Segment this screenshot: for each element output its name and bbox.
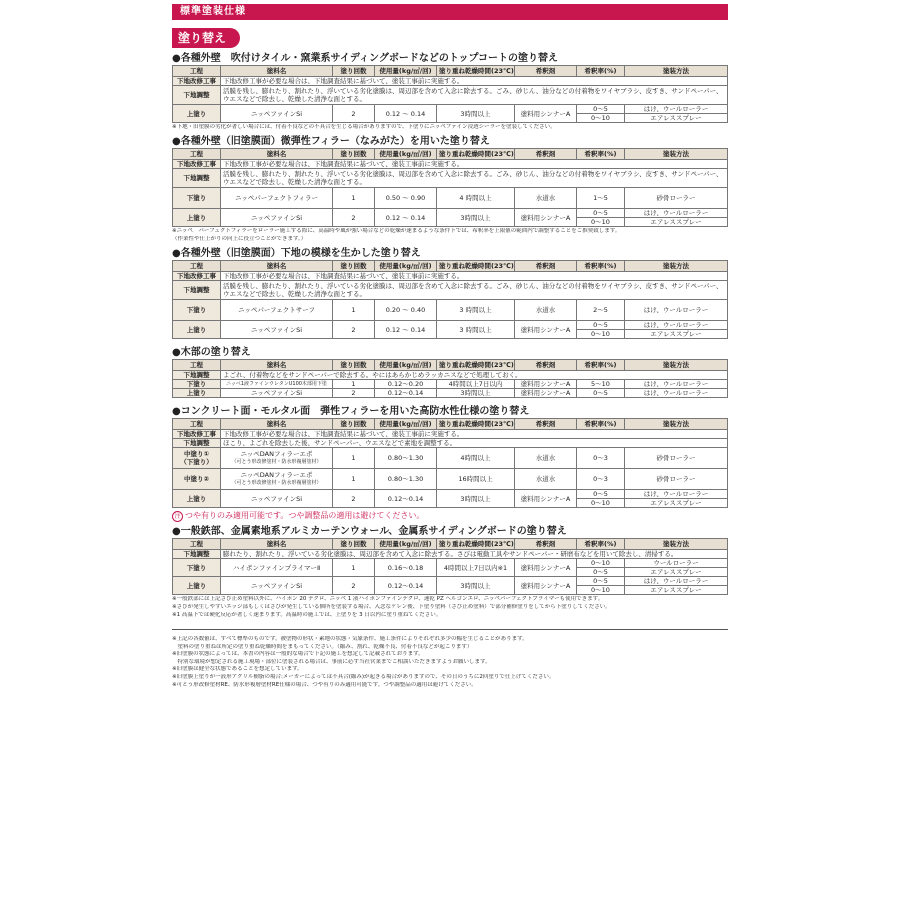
dry-cell: 4時間以上7日以内 [437,380,515,389]
paint-cell: ニッペパーフェクトサーフ [221,300,333,321]
warning-line [172,510,728,522]
table-row [173,169,728,188]
col-header: 塗装方法 [625,261,728,272]
rate-cell: 1～5 [577,188,625,209]
col-header: 希釈率(%) [577,539,625,550]
thinner-cell: 塗料用シンナーA [515,559,577,577]
section-metal [172,525,728,619]
col-header: 塗り回数 [333,360,375,371]
paint-cell: ニッペパーフェクトフィラー [221,188,333,209]
amount-cell: 0.12 ～ 0.14 [375,105,437,123]
rate-cell: 0～10 [577,218,625,227]
note: ※1 高温下では硬化反応が著しく速まります。高温時の施工では、上塗りを 3 日以内に塗り重ねてください。 [172,612,442,618]
col-header: 塗料名 [221,360,333,371]
method-cell: エアレススプレー [625,330,728,339]
section-title: ●各種外壁（旧塗膜面）微弾性フィラー（なみがた）を用いた塗り替え [172,136,490,147]
rate-cell: 0～5 [577,105,625,114]
warning-text: つや有りのみ適用可能です。つや調整品の適用は避けてください。 [185,511,425,520]
paint-cell: ニッペ1液ファインウレタンU100木部用下塗 [221,380,333,389]
rate-cell: 0～10 [577,586,625,595]
prep-cell: 下地改修工事が必要な場合は、下地調査結果に基づいて、塗装工事前に実施する。 [221,160,728,169]
col-header: 希釈率(%) [577,149,625,160]
rate-cell: 0～5 [577,209,625,218]
note: ※ニッペ パーフェクトフィラーをローラー施工する際に、高温時や風が強い場合などの乾燥が速まるような条件下では、希釈率を上限値の範囲内で調整することをご推奨致します。 [172,228,621,234]
dry-cell: 3時間以上 [437,105,515,123]
prep-cell: よごれ、付着物などをサンドペーパーで除去する。やにはあらかじめラッカニスなどで処理しておく。 [221,371,728,380]
dry-cell: 3 時間以上 [437,321,515,339]
count-cell: 2 [333,490,375,508]
paint-cell: ニッペファインSi [221,389,333,398]
paint-cell: ハイポンファインプライマーⅡ [221,559,333,577]
col-header: 塗り重ね乾燥時間(23℃) [437,66,515,77]
amount-cell: 0.16～0.18 [375,559,437,577]
step-cell: 下地調整 [173,439,221,448]
col-header: 工程 [173,66,221,77]
col-header: 塗り回数 [333,261,375,272]
spec-table [172,65,728,123]
paint-cell: ニッペファインSi [221,105,333,123]
method-cell: はけ、ウールローラー [625,380,728,389]
method-cell: 砂骨ローラー [625,188,728,209]
step-sublabel: （下塗り） [180,458,213,466]
col-header: 塗装方法 [625,360,728,371]
count-cell: 1 [333,559,375,577]
step-cell: 下地調整 [173,281,221,300]
rate-cell: 0～10 [577,330,625,339]
section-title: ●各種外壁（旧塗膜面）下地の模様を生かした塗り替え [172,248,421,259]
page-title: 標準塗装仕様 [180,6,246,17]
method-cell: エアレススプレー [625,568,728,577]
col-header: 希釈剤 [515,66,577,77]
footer-note: ※旧塗膜は健全な状態であることを想定しています。 [172,666,303,673]
col-header: 塗料名 [221,419,333,430]
table-row [173,490,728,499]
table-row [173,371,728,380]
step-cell: 中塗り② [173,469,221,490]
table-header-row [173,539,728,550]
col-header: 希釈率(%) [577,66,625,77]
col-header: 塗り重ね乾燥時間(23℃) [437,539,515,550]
count-cell: 1 [333,188,375,209]
count-cell: 1 [333,448,375,469]
step-cell: 上塗り [173,389,221,398]
section-tag: 塗り替え [172,28,240,48]
footer-note: ※旧塗膜の状態によっては、本書の内容は一般的な場合で下記の施工を想定して記載されております。 [172,651,424,658]
table-row [173,86,728,105]
rate-cell: 5～10 [577,380,625,389]
table-row [173,281,728,300]
method-cell: はけ、ウールローラー [625,105,728,114]
method-cell: はけ、ウールローラー [625,300,728,321]
rate-cell: 0～3 [577,448,625,469]
footer-note: 塗料の塗り重ねは所定の塗り重ね乾燥時間をまもってください。（縮み、割れ、乾燥不良、付着不良などが起こります） [172,643,473,650]
col-header: 希釈剤 [515,261,577,272]
col-header: 使用量(kg/㎡/回) [375,539,437,550]
thinner-cell: 塗料用シンナーA [515,490,577,508]
method-cell: 砂骨ローラー [625,448,728,469]
dry-cell: 16時間以上 [437,469,515,490]
step-cell: 下地調整 [173,86,221,105]
col-header: 工程 [173,261,221,272]
amount-cell: 0.20 ～ 0.40 [375,300,437,321]
table-row [173,321,728,330]
note: ※下地・旧塗膜の劣化が著しい場合には、付着不良などの不具合を生じる場合がありますので、下塗りにニッペファイン浸透シーラーを塗装してください。 [172,124,556,130]
section-title: ●各種外壁 吹付けタイル・窯業系サイディングボードなどのトップコートの塗り替え [172,53,559,64]
section-title: ●一般鉄部、金属素地系アルミカーテンウォール、金属系サイディングボードの塗り替え [172,526,567,537]
section-surf [172,247,728,339]
page-header-bar [172,4,728,20]
col-header: 塗料名 [221,66,333,77]
col-header: 塗り重ね乾燥時間(23℃) [437,419,515,430]
thinner-cell: 塗料用シンナーA [515,389,577,398]
method-cell: 砂骨ローラー [625,469,728,490]
col-header: 使用量(kg/㎡/回) [375,360,437,371]
col-header: 使用量(kg/㎡/回) [375,261,437,272]
col-header: 塗り回数 [333,419,375,430]
col-header: 塗装方法 [625,539,728,550]
paint-cell: ニッペファインSi [221,209,333,227]
rate-cell: 2～5 [577,300,625,321]
note: （作業性や仕上がりの向上に役立つことができます。） [172,236,307,242]
section-title: ●木部の塗り替え [172,347,251,358]
prep-cell: 活膜を残し、膨れたり、割れたり、浮いている劣化塗膜は、周辺部を含めて入念に除去する。ごみ、砂じん、油分などの付着物をワイヤブラシ、皮すき、サンドペーパー、ウエスなどで除去し、乾燥した清浄な面とする。 [221,281,728,300]
spec-table [172,260,728,339]
rate-cell: 0～5 [577,389,625,398]
col-header: 塗料名 [221,149,333,160]
col-header: 希釈剤 [515,360,577,371]
method-cell: はけ、ウールローラー [625,321,728,330]
method-cell: エアレススプレー [625,114,728,123]
step-cell: 下地調整 [173,550,221,559]
amount-cell: 0.50 ～ 0.90 [375,188,437,209]
dry-cell: 4 時間以上 [437,188,515,209]
note: ※一般鉄部には上記さび止め塗料以外に、ハイポン 20 デクロ、ニッペ 1 液ハイポンファインデクロ、速乾 PZ ヘルゴンエロ、ニッペパーフェクトプライマーも使用できます。 [172,596,604,602]
method-cell: エアレススプレー [625,586,728,595]
paint-cell [221,469,333,490]
rate-cell: 0～3 [577,469,625,490]
step-cell: 下地改修工事 [173,272,221,281]
step-cell: 上塗り [173,490,221,508]
amount-cell: 0.80～1.30 [375,448,437,469]
table-header-row [173,360,728,371]
step-cell: 下地改修工事 [173,77,221,86]
col-header: 希釈剤 [515,419,577,430]
step-cell: 下塗り [173,300,221,321]
spec-sheet [172,4,728,689]
method-cell: はけ、ウールローラー [625,209,728,218]
table-row [173,209,728,218]
col-header: 希釈剤 [515,149,577,160]
paint-label: ニッペDANフィラーエポ [240,471,313,479]
thinner-cell: 水道水 [515,188,577,209]
step-cell: 下地改修工事 [173,430,221,439]
amount-cell: 0.12～0.14 [375,389,437,398]
paint-sublabel: （可とう形改修塗材・防水形複層塗材） [231,480,322,486]
table-row [173,469,728,490]
method-cell: エアレススプレー [625,218,728,227]
count-cell: 2 [333,389,375,398]
col-header: 希釈率(%) [577,419,625,430]
footer-note: ※旧塗膜上塗りが一液形アクリル樹脂の場合:メーカーによっては不具合(縮み)が起きる場合がありますので、その日のうちに2回塗りで仕上げてください。 [172,673,555,680]
step-cell: 上塗り [173,321,221,339]
dry-cell: 3時間以上 [437,490,515,508]
col-header: 使用量(kg/㎡/回) [375,149,437,160]
thinner-cell: 塗料用シンナーA [515,380,577,389]
rate-cell: 0～10 [577,114,625,123]
step-cell: 上塗り [173,577,221,595]
prep-cell: 下地改修工事が必要な場合は、下地調査結果に基づいて、塗装工事前に実施する。 [221,77,728,86]
col-header: 使用量(kg/㎡/回) [375,419,437,430]
col-header: 希釈剤 [515,539,577,550]
table-row [173,550,728,559]
count-cell: 1 [333,300,375,321]
rate-cell: 0～5 [577,568,625,577]
col-header: 工程 [173,419,221,430]
table-row [173,160,728,169]
dry-cell: 3 時間以上 [437,300,515,321]
note: ※さびが発生しやすいエッジ部もしくはさびが発生している個所を塗装する場合、入念なケレン後、下塗り塗料（さび止め塗料）で部分補修塗りをしてから下塗りしてください。 [172,604,611,610]
col-header: 使用量(kg/㎡/回) [375,66,437,77]
section-topcoat [172,52,728,131]
step-cell: 下地改修工事 [173,160,221,169]
method-cell: はけ、ウールローラー [625,490,728,499]
col-header: 希釈率(%) [577,261,625,272]
footer-note: 特別な環境が想定される施工現場・部位に塗装される場合は、事前に必ず当社営業までご相談いただきますようお願いします。 [172,658,491,665]
rate-cell: 0～10 [577,559,625,568]
col-header: 塗装方法 [625,66,728,77]
count-cell: 2 [333,321,375,339]
rate-cell: 0～5 [577,490,625,499]
thinner-cell: 塗料用シンナーA [515,105,577,123]
step-label: 中塗り① [183,450,209,458]
method-cell: エアレススプレー [625,499,728,508]
step-cell: 上塗り [173,209,221,227]
section-concrete [172,405,728,522]
col-header: 工程 [173,539,221,550]
table-row [173,559,728,568]
amount-cell: 0.80～1.30 [375,469,437,490]
amount-cell: 0.12～0.14 [375,490,437,508]
table-row [173,272,728,281]
dry-cell: 4時間以上 [437,448,515,469]
col-header: 塗料名 [221,539,333,550]
count-cell: 2 [333,577,375,595]
step-cell: 下塗り [173,380,221,389]
count-cell: 2 [333,105,375,123]
table-header-row [173,149,728,160]
prep-cell: 膨れたり、割れたり、浮いている劣化塗膜は、周辺部を含めて入念に除去する。さびは電動工具やサンドペーパー・研磨布などを用いて除去し、清掃する。 [221,550,728,559]
col-header: 塗料名 [221,261,333,272]
spec-table [172,418,728,508]
section-filler [172,135,728,243]
step-cell: 下地調整 [173,371,221,380]
count-cell: 1 [333,380,375,389]
prep-cell: ほこり、よごれを除去した後、サンドペーパー、ウエスなどで素地を調整する。 [221,439,728,448]
prep-cell: 活膜を残し、膨れたり、割れたり、浮いている劣化塗膜は、周辺部を含めて入念に除去する。ごみ、砂じん、油分などの付着物をワイヤブラシ、皮すき、サンドペーパー、ウエスなどで除去し、乾燥した清浄な面とする。 [221,169,728,188]
paint-cell: ニッペファインSi [221,321,333,339]
col-header: 塗り重ね乾燥時間(23℃) [437,149,515,160]
prep-cell: 下地改修工事が必要な場合は、下地調査結果に基づいて、塗装工事前に実施する。 [221,272,728,281]
thinner-cell: 塗料用シンナーA [515,577,577,595]
table-row [173,77,728,86]
method-cell: はけ、ウールローラー [625,389,728,398]
amount-cell: 0.12 ～ 0.14 [375,321,437,339]
dry-cell: 3時間以上 [437,389,515,398]
table-row [173,577,728,586]
col-header: 工程 [173,149,221,160]
col-header: 塗り回数 [333,539,375,550]
paint-sublabel: （可とう形改修塗材・防水形複層塗材） [231,459,322,465]
spec-table [172,538,728,595]
table-row [173,300,728,321]
amount-cell: 0.12 ～ 0.14 [375,209,437,227]
rate-cell: 0～5 [577,321,625,330]
count-cell: 2 [333,209,375,227]
col-header: 工程 [173,360,221,371]
prep-cell: 活膜を残し、膨れたり、割れたり、浮いている劣化塗膜は、周辺部を含めて入念に除去する。ごみ、砂じん、油分などの付着物をワイヤブラシ、皮すき、サンドペーパー、ウエスなどで除去し、乾燥した清浄な面とする。 [221,86,728,105]
table-row [173,188,728,209]
table-row [173,380,728,389]
table-row [173,430,728,439]
col-header: 塗り回数 [333,149,375,160]
thinner-cell: 水道水 [515,300,577,321]
dry-cell: 3時間以上 [437,209,515,227]
amount-cell: 0.12～0.14 [375,577,437,595]
paint-label: ニッペDANフィラーエポ [240,450,313,458]
thinner-cell: 水道水 [515,469,577,490]
table-row [173,389,728,398]
rate-cell: 0～10 [577,499,625,508]
thinner-cell: 塗料用シンナーA [515,209,577,227]
table-header-row [173,66,728,77]
col-header: 塗装方法 [625,419,728,430]
section-title: ●コンクリート面・モルタル面 弾性フィラーを用いた高防水性仕様の塗り替え [172,406,530,417]
dry-cell: 3時間以上 [437,577,515,595]
step-cell [173,448,221,469]
prep-cell: 下地改修工事が必要な場合は、下地調査結果に基づいて、塗装工事前に実施する。 [221,430,728,439]
table-header-row [173,261,728,272]
paint-cell: ニッペファインSi [221,577,333,595]
table-row [173,439,728,448]
thinner-cell: 水道水 [515,448,577,469]
amount-cell: 0.12～0.20 [375,380,437,389]
table-header-row [173,419,728,430]
col-header: 希釈率(%) [577,360,625,371]
method-cell: ウールローラー [625,559,728,568]
spec-table [172,359,728,398]
step-cell: 下塗り [173,188,221,209]
divider [172,629,728,630]
col-header: 塗り回数 [333,66,375,77]
footer-note: ※上記の各数値は、すべて標準のものです。被塗物の形状・素地の状態・気象条件、施工条件によりそれぞれ多少の幅を生じることがあります。 [172,636,528,642]
table-row [173,448,728,469]
col-header: 塗り重ね乾燥時間(23℃) [437,261,515,272]
footer-note: ※可とう形改修塗材RE、防水形複層塗材RE仕様の場合、つや有りのみ適用可能です。つや調整品の適用は避けてください。 [172,681,477,688]
warning-mark: 注 [172,511,183,522]
spec-table [172,148,728,227]
table-row [173,105,728,114]
step-cell: 上塗り [173,105,221,123]
step-cell: 下地調整 [173,169,221,188]
section-wood [172,346,728,398]
paint-cell [221,448,333,469]
col-header: 塗り重ね乾燥時間(23℃) [437,360,515,371]
footer-notes [172,636,728,689]
method-cell: はけ、ウールローラー [625,577,728,586]
step-cell: 下塗り [173,559,221,577]
col-header: 塗装方法 [625,149,728,160]
thinner-cell: 塗料用シンナーA [515,321,577,339]
paint-cell: ニッペファインSi [221,490,333,508]
dry-cell: 4時間以上7日以内※1 [437,559,515,577]
rate-cell: 0～5 [577,577,625,586]
count-cell: 1 [333,469,375,490]
